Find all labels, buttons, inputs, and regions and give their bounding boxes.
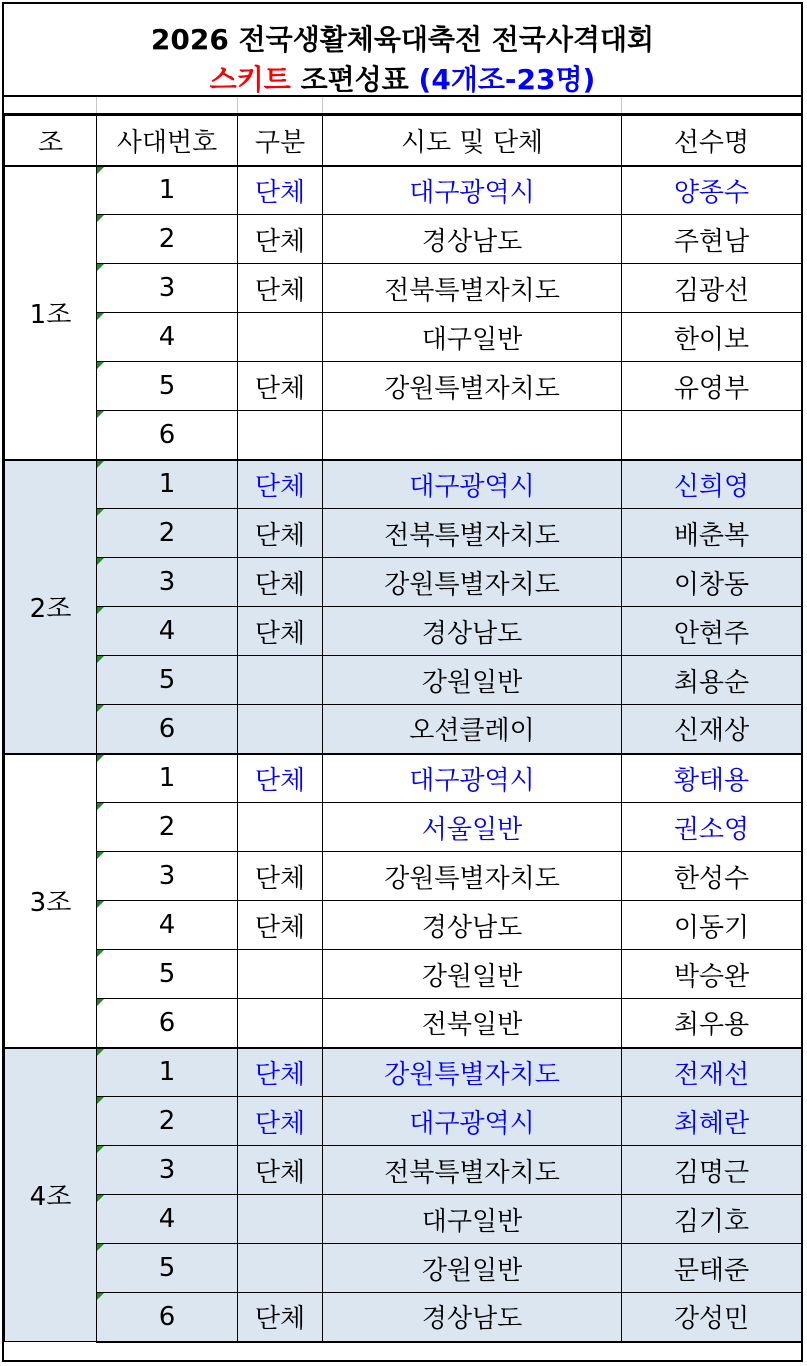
header-row	[5, 116, 802, 166]
lane-number: 3	[158, 567, 176, 597]
type-cell: 단체	[238, 264, 323, 313]
table-row	[5, 166, 802, 215]
table-row	[5, 411, 802, 460]
cell-note-marker	[97, 558, 104, 565]
lane-number: 5	[158, 371, 176, 401]
player-name-cell: 한성수	[622, 852, 802, 901]
player-name-cell: 최혜란	[622, 1097, 802, 1146]
lane-cell	[97, 1293, 238, 1342]
header-cell-team: 시도 및 단체	[323, 116, 622, 166]
lane-cell	[97, 1146, 238, 1195]
cell-note-marker	[97, 901, 104, 908]
lane-number: 3	[158, 273, 176, 303]
player-name-cell: 김명근	[622, 1146, 802, 1195]
team-cell: 대구일반	[323, 313, 622, 362]
player-name-cell: 주현남	[622, 215, 802, 264]
lane-cell	[97, 411, 238, 460]
lane-cell	[97, 1048, 238, 1097]
lane-number: 2	[158, 1106, 176, 1136]
team-cell: 대구광역시	[323, 166, 622, 215]
lane-cell	[97, 509, 238, 558]
page-title: 2026 전국생활체육대축전 전국사격대회	[150, 23, 655, 56]
type-cell: 단체	[238, 1146, 323, 1195]
cell-note-marker	[97, 803, 104, 810]
team-cell: 강원일반	[323, 950, 622, 999]
player-name-cell: 한이보	[622, 313, 802, 362]
lane-cell	[97, 1097, 238, 1146]
player-name-cell: 황태용	[622, 754, 802, 803]
cell-note-marker	[97, 509, 104, 516]
table-row	[5, 362, 802, 411]
team-cell: 경상남도	[323, 607, 622, 656]
player-name-cell: 박승완	[622, 950, 802, 999]
lane-cell	[97, 313, 238, 362]
team-cell: 전북일반	[323, 999, 622, 1048]
type-cell	[238, 999, 323, 1048]
type-cell: 단체	[238, 1293, 323, 1342]
header-cell-group: 조	[5, 116, 97, 166]
table-row	[5, 803, 802, 852]
type-cell: 단체	[238, 607, 323, 656]
team-cell: 대구광역시	[323, 1097, 622, 1146]
type-cell: 단체	[238, 754, 323, 803]
lane-cell	[97, 166, 238, 215]
table-row	[5, 901, 802, 950]
lane-number: 1	[158, 1057, 176, 1088]
type-cell: 단체	[238, 901, 323, 950]
player-name-cell: 양종수	[622, 166, 802, 215]
player-name-cell	[622, 411, 802, 460]
type-cell	[238, 411, 323, 460]
lane-number: 5	[158, 959, 176, 989]
type-cell: 단체	[238, 852, 323, 901]
cell-note-marker	[97, 1244, 104, 1251]
lane-cell	[97, 705, 238, 754]
table-row	[5, 1048, 802, 1097]
team-cell: 전북특별자치도	[323, 264, 622, 313]
team-cell: 경상남도	[323, 215, 622, 264]
table-row	[5, 558, 802, 607]
player-name-cell: 유영부	[622, 362, 802, 411]
team-cell: 강원일반	[323, 656, 622, 705]
team-cell	[323, 411, 622, 460]
lane-number: 5	[158, 1253, 176, 1283]
lane-number: 3	[158, 1155, 176, 1185]
type-cell: 단체	[238, 362, 323, 411]
team-cell: 전북특별자치도	[323, 1146, 622, 1195]
type-cell: 단체	[238, 1097, 323, 1146]
lane-number: 2	[158, 224, 176, 254]
table-row	[5, 950, 802, 999]
spacer-tick	[237, 97, 238, 113]
lane-cell	[97, 362, 238, 411]
cell-note-marker	[97, 215, 104, 222]
header-cell-type: 구분	[238, 116, 323, 166]
table-row	[5, 1097, 802, 1146]
player-name-cell: 김기호	[622, 1195, 802, 1244]
page-subtitle	[4, 58, 801, 98]
type-cell: 단체	[238, 215, 323, 264]
type-cell	[238, 803, 323, 852]
cell-note-marker	[97, 607, 104, 614]
table-row	[5, 215, 802, 264]
team-cell: 대구일반	[323, 1195, 622, 1244]
player-name-cell: 이창동	[622, 558, 802, 607]
lane-number: 6	[158, 419, 176, 450]
table-row	[5, 1195, 802, 1244]
cell-note-marker	[97, 1097, 104, 1104]
lane-number: 6	[158, 713, 176, 744]
table-row	[5, 656, 802, 705]
group-table	[4, 115, 802, 1343]
team-cell: 강원특별자치도	[323, 1048, 622, 1097]
lane-number: 4	[158, 616, 176, 646]
table-row	[5, 607, 802, 656]
table-row	[5, 705, 802, 754]
lane-number: 6	[158, 1007, 176, 1038]
schedule-sheet	[2, 2, 803, 1362]
cell-note-marker	[97, 950, 104, 957]
lane-cell	[97, 215, 238, 264]
cell-note-marker	[97, 1293, 104, 1300]
cell-note-marker	[97, 705, 104, 712]
team-cell: 대구광역시	[323, 460, 622, 509]
header-cell-lane: 사대번호	[97, 116, 238, 166]
title-box	[4, 4, 801, 97]
lane-cell	[97, 999, 238, 1048]
lane-cell	[97, 901, 238, 950]
type-cell	[238, 1244, 323, 1293]
type-cell: 단체	[238, 558, 323, 607]
table-row	[5, 460, 802, 509]
cell-note-marker	[97, 1049, 104, 1056]
team-cell: 대구광역시	[323, 754, 622, 803]
type-cell	[238, 1195, 323, 1244]
type-cell: 단체	[238, 460, 323, 509]
cell-note-marker	[97, 264, 104, 271]
lane-cell	[97, 460, 238, 509]
header-cell-name: 선수명	[622, 116, 802, 166]
team-cell: 강원일반	[323, 1244, 622, 1293]
lane-cell	[97, 1195, 238, 1244]
lane-number: 5	[158, 665, 176, 695]
participant-count: (4개조-23명)	[418, 63, 596, 96]
team-cell: 전북특별자치도	[323, 509, 622, 558]
table-row	[5, 754, 802, 803]
lane-number: 4	[158, 1204, 176, 1234]
subtitle-label: 조편성표	[300, 63, 409, 96]
type-cell: 단체	[238, 509, 323, 558]
team-cell: 강원특별자치도	[323, 852, 622, 901]
table-row	[5, 852, 802, 901]
cell-note-marker	[97, 656, 104, 663]
lane-number: 4	[158, 910, 176, 940]
team-cell: 서울일반	[323, 803, 622, 852]
lane-cell	[97, 852, 238, 901]
group-label: 2조	[5, 460, 97, 754]
table-row	[5, 1146, 802, 1195]
player-name-cell: 신희영	[622, 460, 802, 509]
player-name-cell: 권소영	[622, 803, 802, 852]
table-row	[5, 509, 802, 558]
table-row	[5, 264, 802, 313]
spacer-row	[4, 97, 801, 115]
lane-cell	[97, 264, 238, 313]
team-cell: 오션클레이	[323, 705, 622, 754]
lane-number: 6	[158, 1301, 176, 1332]
lane-cell	[97, 1244, 238, 1293]
cell-note-marker	[97, 1146, 104, 1153]
cell-note-marker	[97, 999, 104, 1006]
cell-note-marker	[97, 852, 104, 859]
cell-note-marker	[97, 411, 104, 418]
spacer-tick	[322, 97, 323, 113]
lane-number: 1	[158, 175, 176, 206]
type-cell	[238, 656, 323, 705]
player-name-cell: 최용순	[622, 656, 802, 705]
type-cell	[238, 705, 323, 754]
lane-number: 2	[158, 812, 176, 842]
lane-number: 1	[158, 763, 176, 794]
lane-number: 3	[158, 861, 176, 891]
cell-note-marker	[97, 167, 104, 174]
table-row	[5, 1293, 802, 1342]
lane-number: 2	[158, 518, 176, 548]
player-name-cell: 이동기	[622, 901, 802, 950]
group-label: 3조	[5, 754, 97, 1048]
cell-note-marker	[97, 1195, 104, 1202]
cell-note-marker	[97, 461, 104, 468]
team-cell: 경상남도	[323, 1293, 622, 1342]
group-label: 1조	[5, 166, 97, 460]
cell-note-marker	[97, 313, 104, 320]
spacer-tick	[621, 97, 622, 113]
player-name-cell: 문태준	[622, 1244, 802, 1293]
team-cell: 강원특별자치도	[323, 558, 622, 607]
lane-cell	[97, 607, 238, 656]
lane-cell	[97, 803, 238, 852]
player-name-cell: 전재선	[622, 1048, 802, 1097]
player-name-cell: 강성민	[622, 1293, 802, 1342]
team-cell: 강원특별자치도	[323, 362, 622, 411]
table-row	[5, 1244, 802, 1293]
lane-cell	[97, 656, 238, 705]
lane-cell	[97, 558, 238, 607]
player-name-cell: 최우용	[622, 999, 802, 1048]
type-cell	[238, 313, 323, 362]
lane-cell	[97, 754, 238, 803]
player-name-cell: 김광선	[622, 264, 802, 313]
group-label: 4조	[5, 1048, 97, 1342]
lane-cell	[97, 950, 238, 999]
table-row	[5, 999, 802, 1048]
type-cell: 단체	[238, 1048, 323, 1097]
cell-note-marker	[97, 755, 104, 762]
spacer-tick	[96, 97, 97, 113]
player-name-cell: 배춘복	[622, 509, 802, 558]
player-name-cell: 신재상	[622, 705, 802, 754]
lane-number: 4	[158, 322, 176, 352]
team-cell: 경상남도	[323, 901, 622, 950]
event-name: 스키트	[209, 63, 291, 96]
lane-number: 1	[158, 469, 176, 500]
table-row	[5, 313, 802, 362]
cell-note-marker	[97, 362, 104, 369]
type-cell: 단체	[238, 166, 323, 215]
player-name-cell: 안현주	[622, 607, 802, 656]
type-cell	[238, 950, 323, 999]
